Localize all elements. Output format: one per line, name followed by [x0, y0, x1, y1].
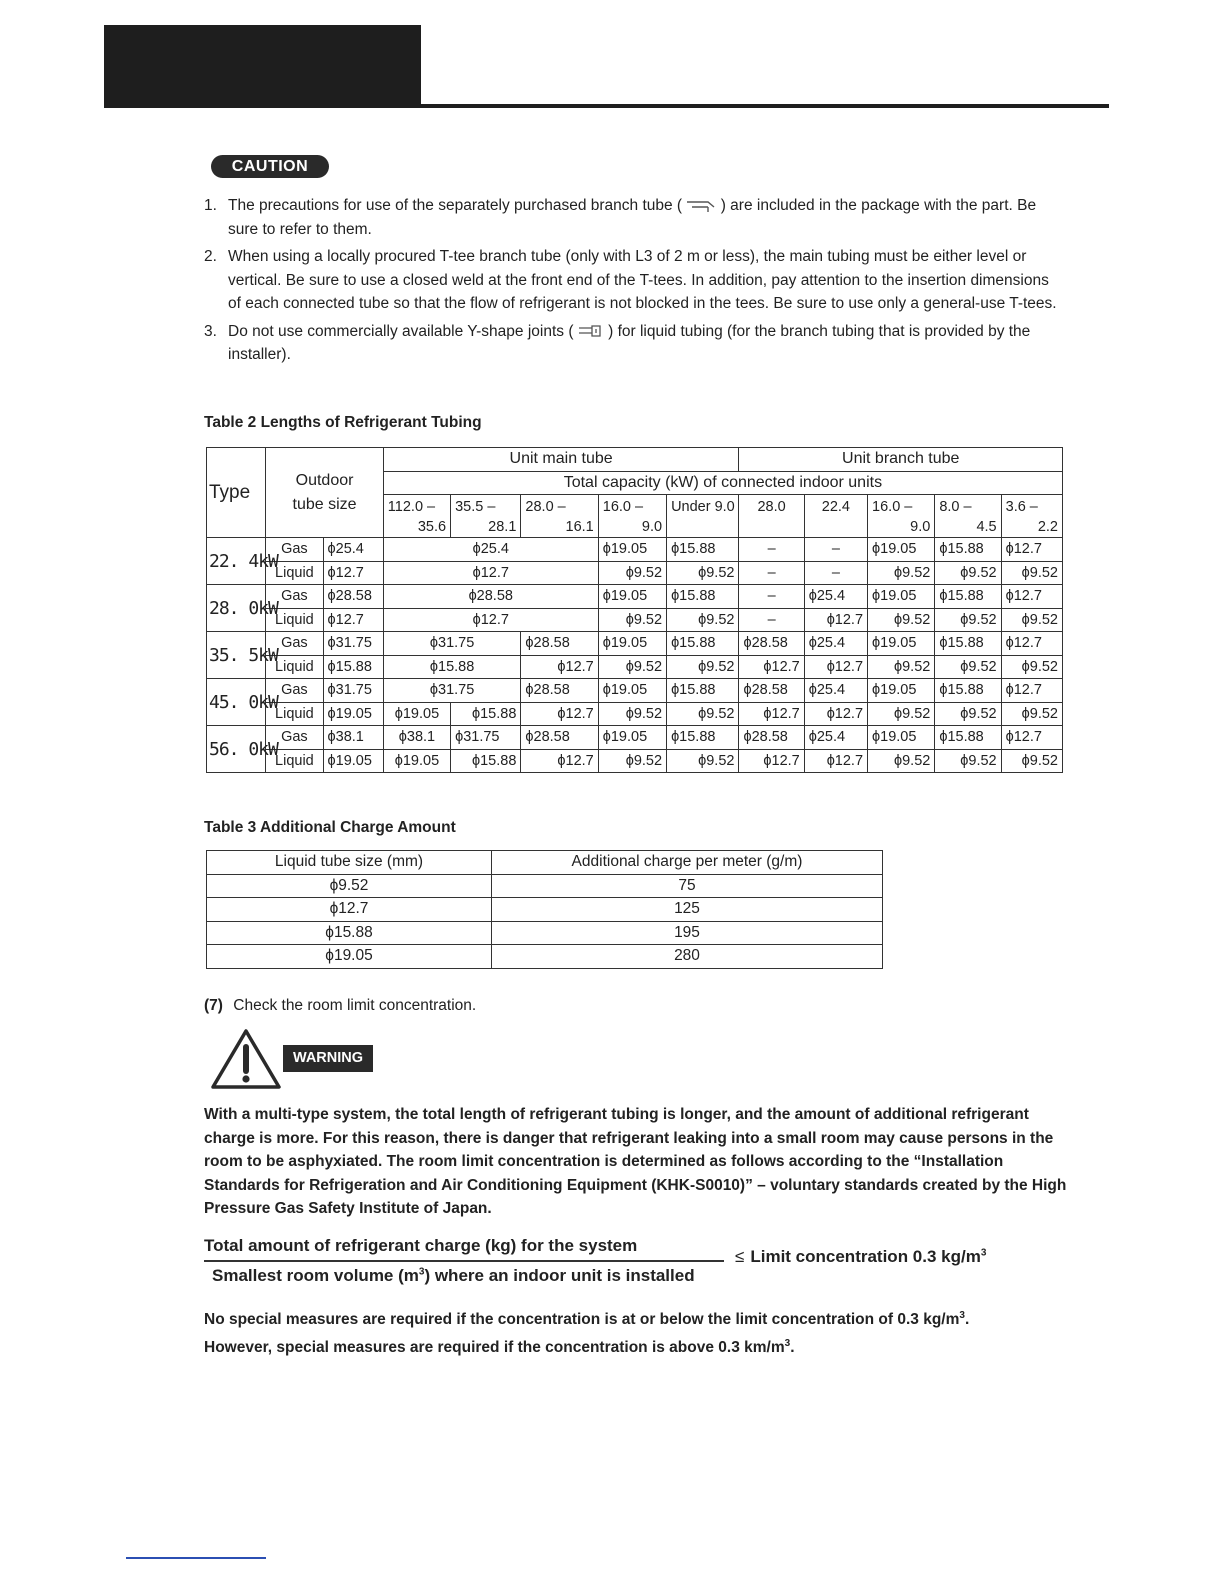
additional-charge-table — [206, 850, 883, 969]
table-cell: ϕ9.52 — [935, 655, 1001, 679]
table-cell: – — [739, 538, 804, 562]
table-cell: ϕ19.05 — [598, 726, 666, 750]
table-cell: ϕ28.58 — [521, 632, 598, 656]
table-cell: ϕ15.88 — [667, 679, 739, 703]
table-cell: Liquid — [266, 561, 323, 585]
table-cell: ϕ31.75 — [383, 632, 521, 656]
table-row — [207, 702, 1063, 726]
table-cell: ϕ19.05 — [868, 726, 935, 750]
table-cell: ϕ9.52 — [598, 655, 666, 679]
warning-badge: WARNING — [283, 1045, 373, 1072]
table-cell: 280 — [492, 945, 883, 969]
formula-numerator: Total amount of refrigerant charge (kg) for the system — [204, 1236, 638, 1255]
table-cell: ϕ19.05 — [598, 585, 666, 609]
table-header-cell: Liquid tube size (mm) — [207, 851, 492, 875]
table-cell: ϕ12.7 — [383, 561, 598, 585]
table-cell: ϕ9.52 — [667, 561, 739, 585]
type-cell: 28. 0kW — [207, 585, 266, 632]
precaution-item — [204, 194, 1064, 241]
table-cell: ϕ15.88 — [323, 655, 383, 679]
table-header-row — [207, 851, 883, 875]
table-cell: Gas — [266, 726, 323, 750]
table-cell: ϕ15.88 — [667, 585, 739, 609]
capacity-column-header: 16.0 – 9.0 — [598, 495, 666, 538]
type-cell: 35. 5kW — [207, 632, 266, 679]
table-cell: ϕ25.4 — [383, 538, 598, 562]
item-number: 2. — [204, 248, 217, 265]
table-cell: – — [739, 561, 804, 585]
table-cell: ϕ9.52 — [667, 655, 739, 679]
table-cell: ϕ25.4 — [804, 585, 867, 609]
table-row — [207, 585, 1063, 609]
table-cell: ϕ9.52 — [598, 749, 666, 773]
table-cell: Gas — [266, 632, 323, 656]
table-cell: – — [739, 608, 804, 632]
capacity-column-header: 112.0 – 35.6 — [383, 495, 450, 538]
table-cell: ϕ15.88 — [667, 632, 739, 656]
table-cell: Liquid — [266, 608, 323, 632]
table-cell: ϕ19.05 — [868, 585, 935, 609]
item-number: 1. — [204, 197, 217, 214]
table-cell: Gas — [266, 679, 323, 703]
table-cell: ϕ19.05 — [598, 632, 666, 656]
table-cell: 75 — [492, 874, 883, 898]
table-cell: ϕ28.58 — [521, 679, 598, 703]
branch-tube-icon — [686, 199, 716, 213]
table-cell: – — [804, 538, 867, 562]
table-cell: ϕ19.05 — [323, 702, 383, 726]
table-cell: ϕ28.58 — [739, 679, 804, 703]
item-text: The precautions for use of the separately purchased branch tube ( ) are included in the package with the part. Be sure to refer to them. — [228, 197, 1037, 238]
table-cell: ϕ9.52 — [1001, 702, 1062, 726]
table-cell: ϕ9.52 — [868, 702, 935, 726]
step-7 — [204, 997, 476, 1015]
table-cell: ϕ12.7 — [804, 608, 867, 632]
type-header: Type — [207, 448, 266, 538]
table-cell: ϕ28.58 — [323, 585, 383, 609]
capacity-column-header: 28.0 — [739, 495, 804, 538]
concentration-notes — [204, 1304, 1104, 1360]
table-cell: Gas — [266, 585, 323, 609]
table3-caption: Table 3 Additional Charge Amount — [204, 819, 456, 836]
warning-paragraph: With a multi-type system, the total length of refrigerant tubing is longer, and the amount of additional refrigerant charge is more. For this reason, there is danger that refrigerant leaking into a small room may cause persons in the room to be asphyxiated. The room limit concentration is determined as follows according to the “Installation Standards for Refrigeration and Air Conditioning Equipment (KHK-S0010)” – voluntary standards created by the High Pressure Gas Safety Institute of Japan. — [204, 1106, 1067, 1217]
item-text: Do not use commercially available Y-shape joints ( ) for liquid tubing (for the branch tubing that is provided by the installer). — [228, 322, 1031, 363]
item-text: When using a locally procured T-tee branch tube (only with L3 of 2 m or less), the main tubing must be either level or vertical. Be sure to use a closed weld at the front end of the T-tees. In addition, pay attention to the insertion dimensions of each connected tube so that the flow of refrigerant is not blocked in the tees. Be sure to use only a general-use T-tees. — [228, 248, 1057, 312]
warning-triangle-icon — [210, 1027, 282, 1091]
capacity-column-header: 8.0 – 4.5 — [935, 495, 1001, 538]
table-cell: ϕ12.7 — [739, 655, 804, 679]
step-text: Check the room limit concentration. — [233, 997, 477, 1014]
capacity-column-header: 22.4 — [804, 495, 867, 538]
tubing-lengths-table — [206, 447, 1063, 773]
table-cell: – — [804, 561, 867, 585]
table-cell: ϕ28.58 — [383, 585, 598, 609]
table-row — [207, 679, 1063, 703]
table-cell: ϕ12.7 — [521, 655, 598, 679]
table-cell: ϕ15.88 — [667, 538, 739, 562]
note-line: No special measures are required if the concentration is at or below the limit concentration of 0.3 $kg/m^3$. — [204, 1310, 970, 1329]
table-cell: ϕ15.88 — [207, 921, 492, 945]
table-cell: ϕ9.52 — [598, 561, 666, 585]
table-row — [207, 874, 883, 898]
table-cell: ϕ9.52 — [868, 749, 935, 773]
table-cell: ϕ15.88 — [667, 726, 739, 750]
table-cell: ϕ12.7 — [804, 749, 867, 773]
step-number: (7) — [204, 997, 223, 1014]
table-cell: ϕ15.88 — [451, 749, 521, 773]
table-cell: ϕ28.58 — [521, 726, 598, 750]
table-row — [207, 898, 883, 922]
table-cell: ϕ12.7 — [1001, 538, 1062, 562]
table-cell: ϕ9.52 — [207, 874, 492, 898]
note-line: However, special measures are required if the concentration is above 0.3 $km/m^3$. — [204, 1338, 795, 1357]
capacity-header: Total capacity (kW) of connected indoor units — [383, 471, 1062, 495]
table-cell: ϕ15.88 — [935, 726, 1001, 750]
leq-symbol: ≤ — [735, 1247, 745, 1266]
item-number: 3. — [204, 322, 217, 340]
table-row — [207, 921, 883, 945]
precaution-list — [204, 194, 1064, 371]
table-cell: Liquid — [266, 702, 323, 726]
fraction-bar — [204, 1260, 724, 1262]
table-cell: ϕ12.7 — [739, 749, 804, 773]
table-cell: ϕ25.4 — [804, 679, 867, 703]
table-cell: ϕ9.52 — [868, 655, 935, 679]
table-header-row — [207, 448, 1063, 472]
table-cell: ϕ38.1 — [323, 726, 383, 750]
main-tube-header: Unit main tube — [383, 448, 739, 472]
table-cell: 125 — [492, 898, 883, 922]
table-cell: ϕ38.1 — [383, 726, 450, 750]
table-cell: ϕ12.7 — [804, 655, 867, 679]
precaution-item — [204, 320, 1064, 367]
table-cell: Liquid — [266, 655, 323, 679]
table-cell: ϕ9.52 — [598, 608, 666, 632]
table-cell: ϕ31.75 — [451, 726, 521, 750]
table-cell: ϕ9.52 — [935, 608, 1001, 632]
type-cell: 45. 0kW — [207, 679, 266, 726]
table-cell: ϕ9.52 — [1001, 561, 1062, 585]
table-cell: ϕ9.52 — [667, 749, 739, 773]
table-cell: ϕ15.88 — [935, 679, 1001, 703]
capacity-column-header: 35.5 – 28.1 — [451, 495, 521, 538]
table-cell: ϕ12.7 — [323, 608, 383, 632]
table-cell: ϕ12.7 — [1001, 679, 1062, 703]
table-cell: ϕ15.88 — [935, 585, 1001, 609]
table-cell: ϕ12.7 — [383, 608, 598, 632]
formula-denominator: Smallest room volume $(m^3)$ where an indoor unit is installed — [212, 1266, 695, 1285]
header-rule — [104, 104, 1109, 108]
table-cell: ϕ9.52 — [935, 749, 1001, 773]
table-cell: ϕ9.52 — [1001, 655, 1062, 679]
capacity-column-header: 28.0 – 16.1 — [521, 495, 598, 538]
table-cell: ϕ9.52 — [598, 702, 666, 726]
table-cell: ϕ19.05 — [598, 679, 666, 703]
table-cell: Gas — [266, 538, 323, 562]
table-cell: ϕ9.52 — [1001, 749, 1062, 773]
table-row — [207, 655, 1063, 679]
capacity-column-header: 3.6 – 2.2 — [1001, 495, 1062, 538]
table-cell: ϕ19.05 — [323, 749, 383, 773]
table-cell: ϕ12.7 — [1001, 632, 1062, 656]
capacity-column-header: 16.0 – 9.0 — [868, 495, 935, 538]
capacity-column-header: Under 9.0 — [667, 495, 739, 538]
table-row — [207, 608, 1063, 632]
precaution-item — [204, 245, 1064, 316]
table-cell: ϕ19.05 — [868, 632, 935, 656]
table-cell: ϕ9.52 — [1001, 608, 1062, 632]
table-cell: ϕ19.05 — [868, 538, 935, 562]
table-row — [207, 538, 1063, 562]
table-cell: ϕ31.75 — [383, 679, 521, 703]
table-cell: ϕ31.75 — [323, 679, 383, 703]
table-cell: ϕ19.05 — [383, 749, 450, 773]
table-cell: ϕ12.7 — [1001, 585, 1062, 609]
table-cell: ϕ12.7 — [521, 749, 598, 773]
caution-badge: CAUTION — [211, 155, 329, 178]
table-row — [207, 945, 883, 969]
header-block — [104, 25, 421, 108]
table-cell: ϕ15.88 — [935, 632, 1001, 656]
table-cell: ϕ9.52 — [868, 561, 935, 585]
table2-caption: Table 2 Lengths of Refrigerant Tubing — [204, 414, 482, 431]
outdoor-header: Outdoor tube size — [266, 448, 384, 538]
table-cell: ϕ19.05 — [383, 702, 450, 726]
table-cell: ϕ28.58 — [739, 726, 804, 750]
table-row — [207, 726, 1063, 750]
type-cell: 22. 4kW — [207, 538, 266, 585]
footer-link-underline[interactable] — [126, 1557, 266, 1559]
table-row — [207, 749, 1063, 773]
table-cell: ϕ15.88 — [383, 655, 521, 679]
table-cell: ϕ25.4 — [804, 726, 867, 750]
table-cell: ϕ9.52 — [868, 608, 935, 632]
table-header-cell: Additional charge per meter (g/m) — [492, 851, 883, 875]
table-cell: ϕ12.7 — [739, 702, 804, 726]
table-cell: ϕ19.05 — [868, 679, 935, 703]
table-cell: ϕ12.7 — [804, 702, 867, 726]
table-cell: ϕ19.05 — [207, 945, 492, 969]
formula-limit: ≤ Limit concentration 0.3 $kg/m^3$ — [735, 1247, 987, 1266]
branch-tube-header: Unit branch tube — [739, 448, 1063, 472]
table-row — [207, 632, 1063, 656]
type-cell: 56. 0kW — [207, 726, 266, 773]
table-cell: ϕ15.88 — [935, 538, 1001, 562]
table-cell: ϕ12.7 — [323, 561, 383, 585]
table-row — [207, 561, 1063, 585]
table-cell: ϕ15.88 — [451, 702, 521, 726]
table-cell: Liquid — [266, 749, 323, 773]
table-cell: ϕ25.4 — [804, 632, 867, 656]
table-cell: ϕ28.58 — [739, 632, 804, 656]
table-cell: 195 — [492, 921, 883, 945]
table-cell: ϕ9.52 — [935, 702, 1001, 726]
table-cell: ϕ19.05 — [598, 538, 666, 562]
table-cell: ϕ12.7 — [521, 702, 598, 726]
table-cell: ϕ31.75 — [323, 632, 383, 656]
y-joint-icon — [578, 324, 604, 338]
table-cell: ϕ25.4 — [323, 538, 383, 562]
table-cell: ϕ9.52 — [935, 561, 1001, 585]
table-cell: ϕ9.52 — [667, 608, 739, 632]
table-cell: ϕ9.52 — [667, 702, 739, 726]
table-cell: – — [739, 585, 804, 609]
table-cell: ϕ12.7 — [1001, 726, 1062, 750]
table-cell: ϕ12.7 — [207, 898, 492, 922]
